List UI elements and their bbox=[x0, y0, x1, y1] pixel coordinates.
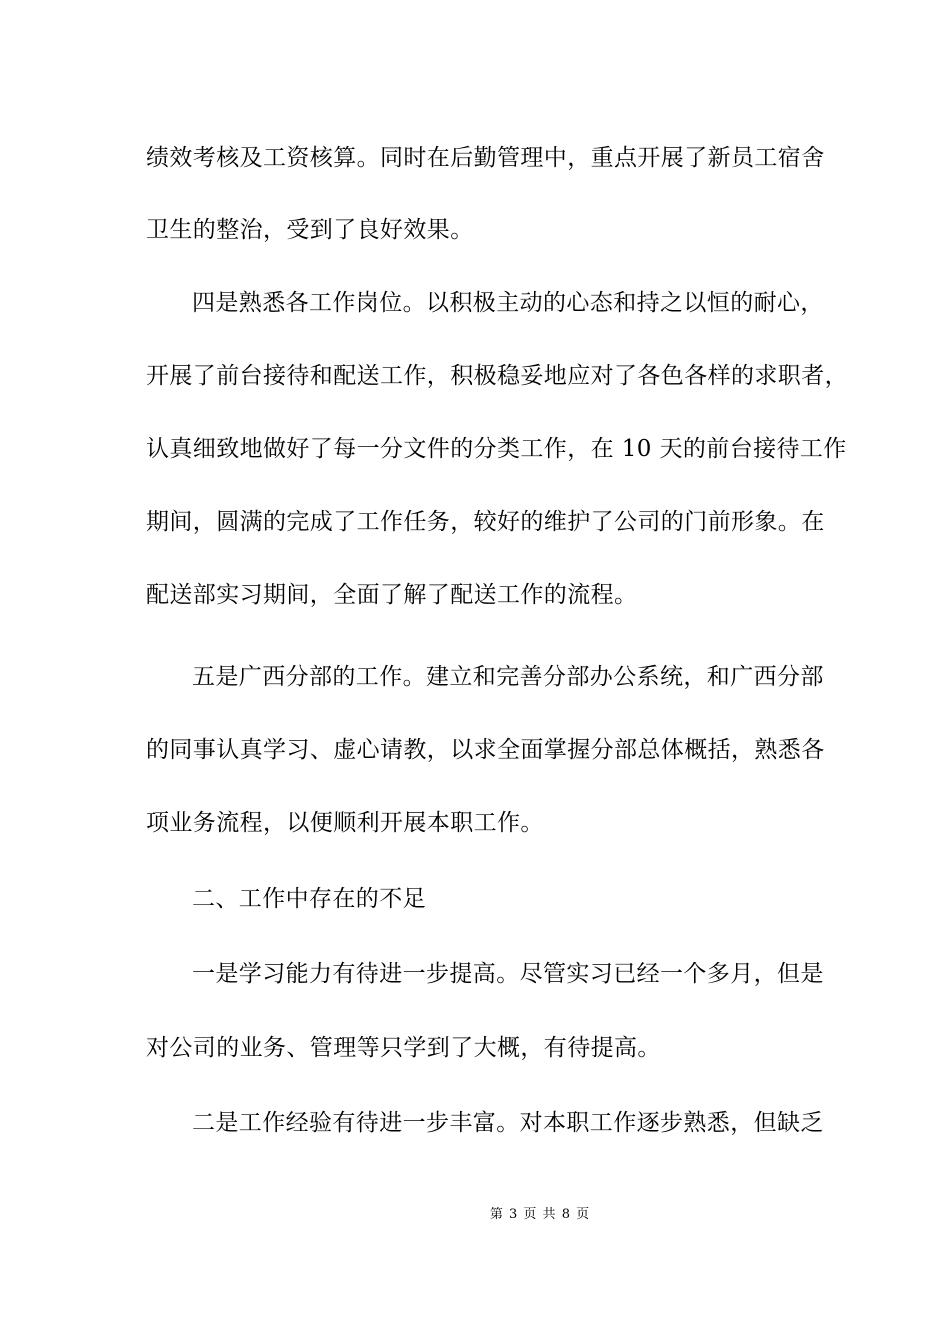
body-text-line: 卫生的整治，受到了良好效果。 bbox=[146, 217, 474, 243]
page-number-footer: 第 3 页 共 8 页 bbox=[489, 1207, 591, 1222]
body-text-line: 配送部实习期间，全面了解了配送工作的流程。 bbox=[146, 582, 638, 608]
paragraph-start-line: 二是工作经验有待进一步丰富。对本职工作逐步熟悉，但缺乏 bbox=[192, 1110, 824, 1136]
section-heading: 二、工作中存在的不足 bbox=[192, 886, 426, 912]
body-text-line: 绩效考核及工资核算。同时在后勤管理中，重点开展了新员工宿舍 bbox=[146, 145, 825, 171]
body-text-line: 认真细致地做好了每一分文件的分类工作，在 10 天的前台接待工作 bbox=[146, 436, 847, 462]
body-text-line: 对公司的业务、管理等只学到了大概，有待提高。 bbox=[146, 1035, 661, 1061]
paragraph-start-line: 五是广西分部的工作。建立和完善分部办公系统，和广西分部 bbox=[192, 664, 824, 690]
body-text-line: 的同事认真学习、虚心请教，以求全面掌握分部总体概括，熟悉各 bbox=[146, 737, 825, 763]
body-text-line: 项业务流程，以便顺利开展本职工作。 bbox=[146, 810, 544, 836]
paragraph-start-line: 一是学习能力有待进一步提高。尽管实习已经一个多月，但是 bbox=[192, 961, 824, 987]
body-text-line: 期间，圆满的完成了工作任务，较好的维护了公司的门前形象。在 bbox=[146, 509, 825, 535]
paragraph-start-line: 四是熟悉各工作岗位。以积极主动的心态和持之以恒的耐心， bbox=[192, 290, 824, 316]
body-text-line: 开展了前台接待和配送工作，积极稳妥地应对了各色各样的求职者， bbox=[146, 363, 848, 389]
